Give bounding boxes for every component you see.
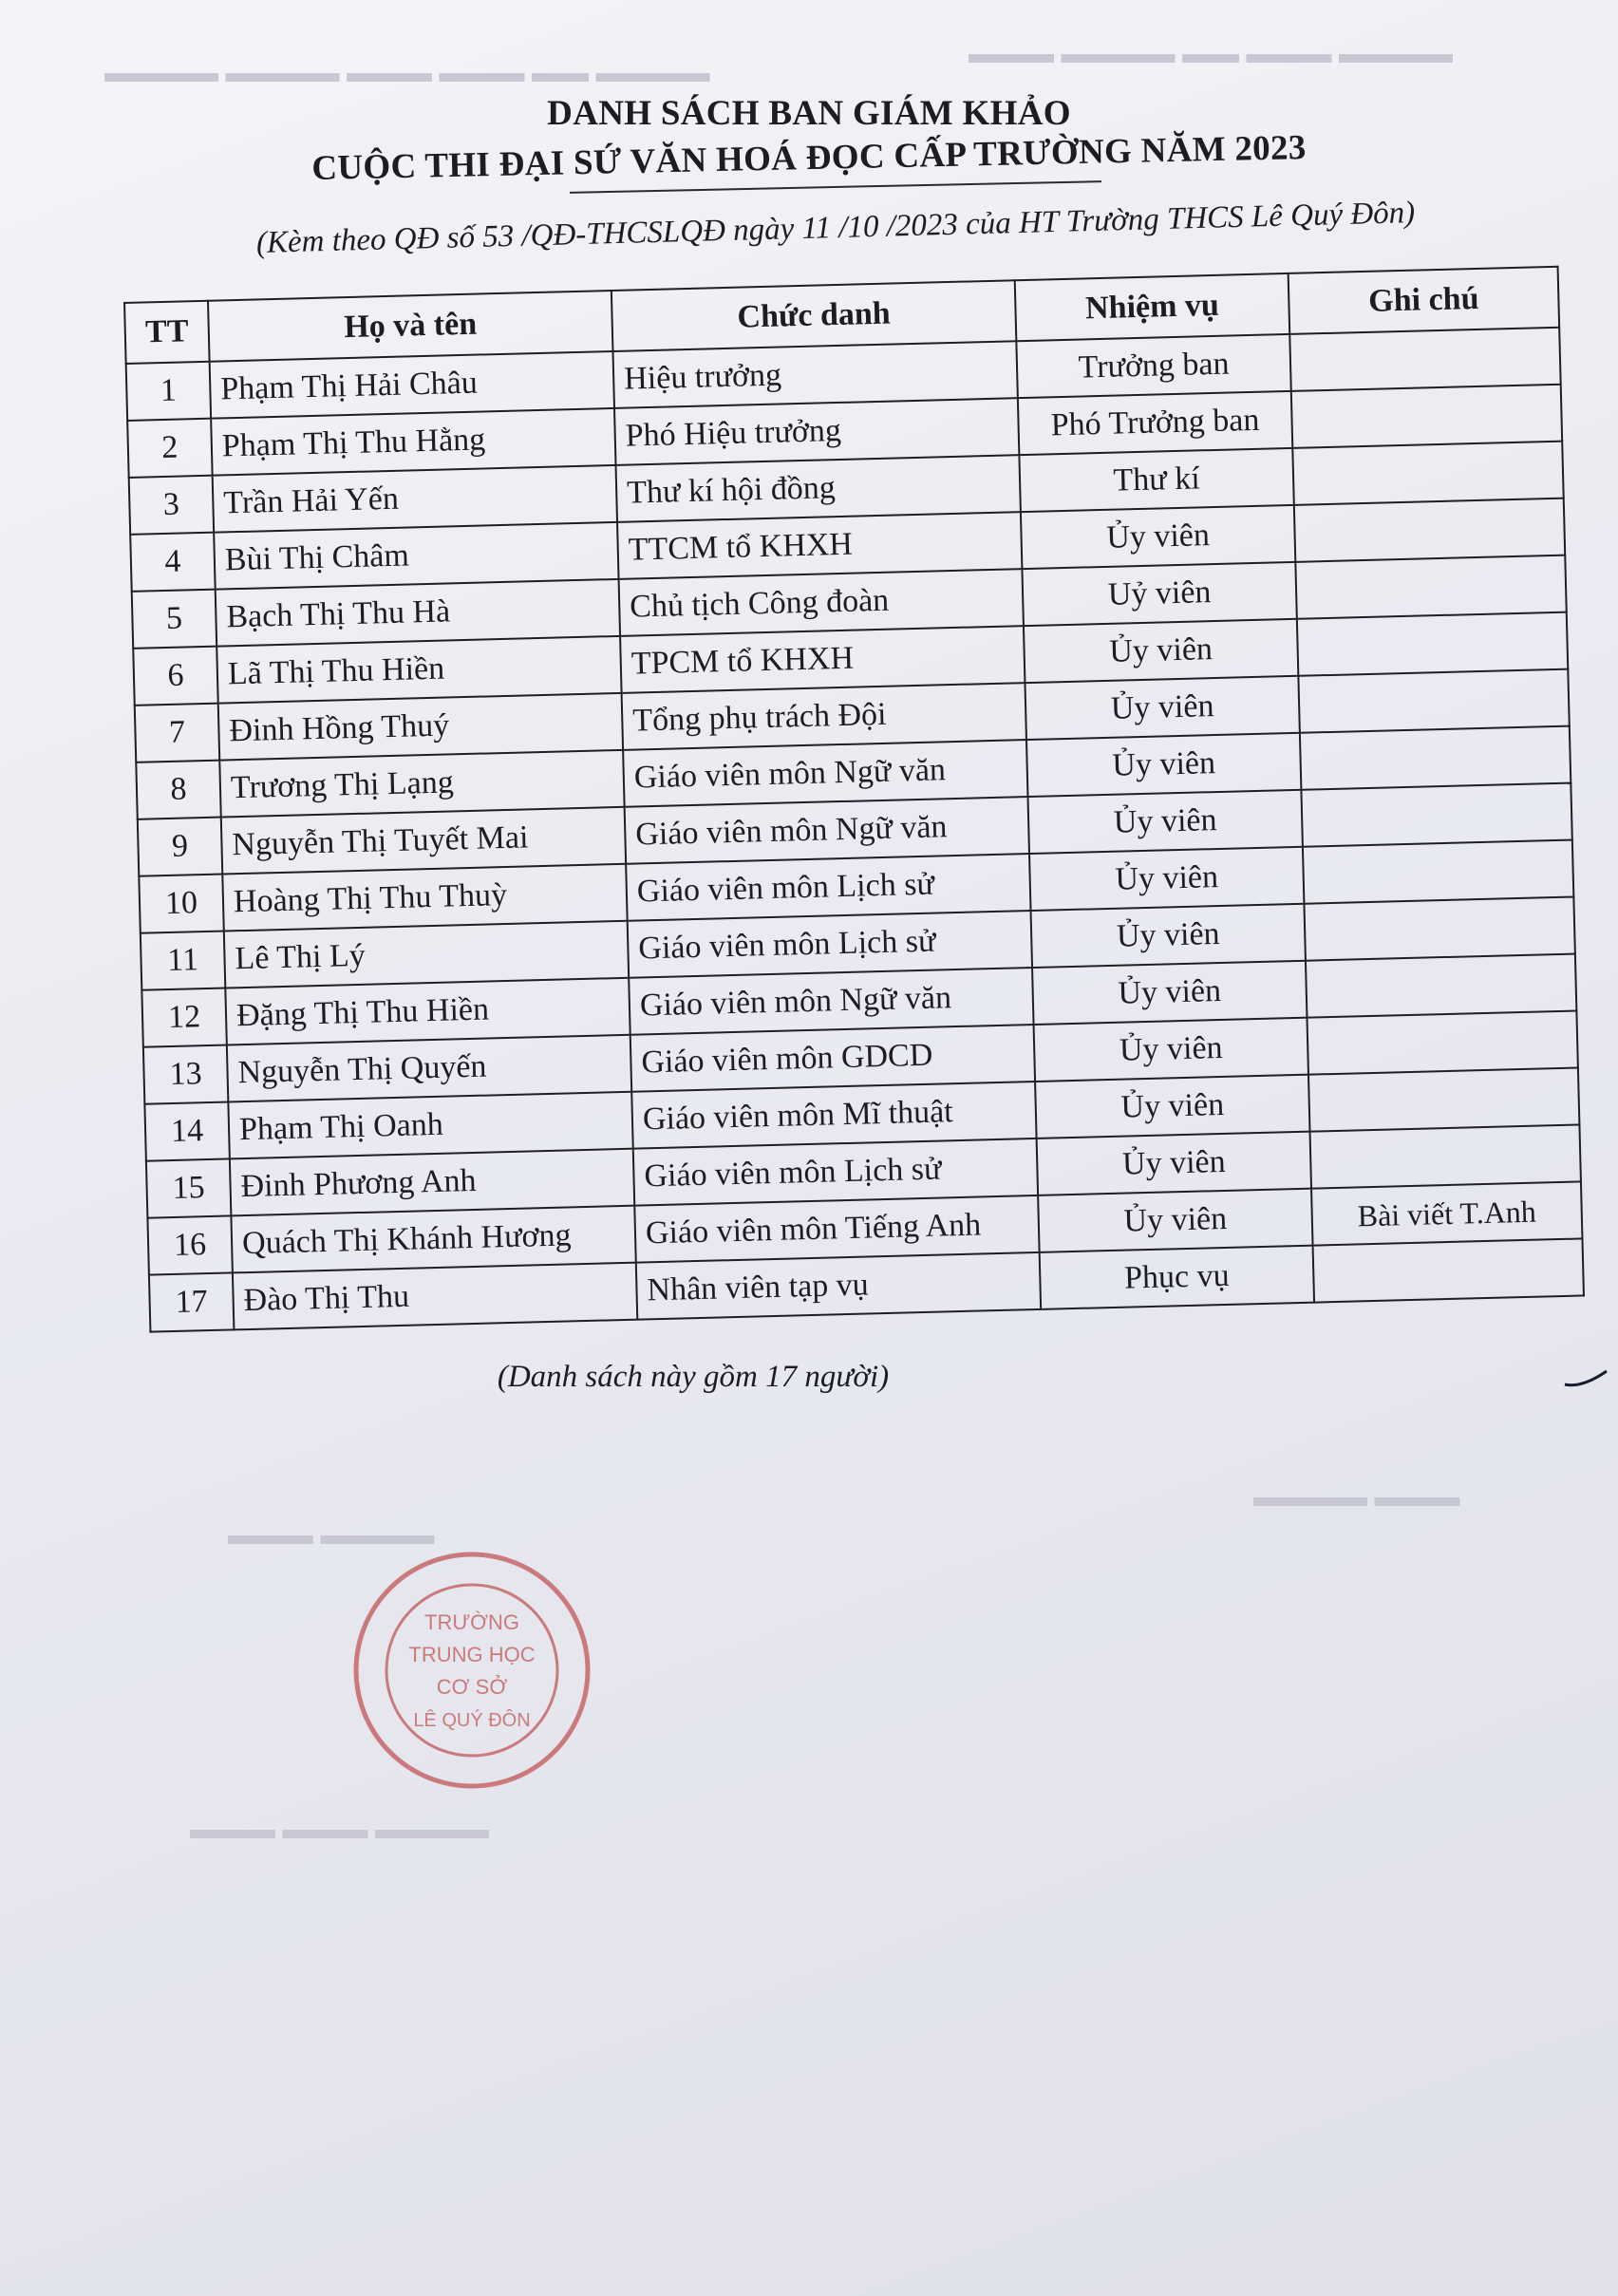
cell-position: Phó Hiệu trưởng: [614, 398, 1019, 465]
cell-duty: Ủy viên: [1032, 961, 1307, 1025]
school-seal: [349, 1548, 594, 1793]
bleed-through-text: ▬▬▬▬ ▬▬▬ ▬▬ ▬▬▬▬ ▬▬▬: [969, 38, 1453, 69]
cell-duty: Trưởng ban: [1016, 334, 1290, 398]
cell-name: Lã Thị Thu Hiền: [216, 636, 621, 704]
pen-mark-icon: [1563, 1367, 1610, 1390]
cell-duty: Uỷ viên: [1022, 562, 1296, 626]
bleed-through-text: ▬▬▬▬ ▬▬▬: [228, 1519, 435, 1551]
cell-duty: Ủy viên: [1026, 733, 1301, 797]
cell-duty: Ủy viên: [1029, 847, 1304, 911]
cell-tt: 1: [126, 362, 211, 421]
cell-name: Bùi Thị Châm: [214, 522, 618, 590]
cell-tt: 17: [149, 1272, 234, 1331]
cell-position: Giáo viên môn GDCD: [630, 1025, 1035, 1092]
bleed-through-text: ▬▬▬▬ ▬▬ ▬▬▬ ▬▬▬ ▬▬▬▬ ▬▬▬▬: [104, 57, 710, 88]
judges-table-container: [123, 266, 1585, 1333]
cell-name: Trần Hải Yến: [213, 465, 617, 533]
cell-tt: 11: [141, 932, 225, 990]
cell-name: Phạm Thị Hải Châu: [210, 351, 614, 419]
document-subtitle: (Kèm theo QĐ số 53 /QĐ-THCSLQĐ ngày 11 /10 /2023 của HT Trường THCS Lê Quý Đôn): [255, 196, 1416, 260]
cell-name: Nguyễn Thị Tuyết Mai: [221, 807, 626, 875]
cell-position: Giáo viên môn Ngữ văn: [623, 740, 1027, 807]
cell-tt: 2: [127, 419, 212, 478]
cell-note: Bài viết T.Anh: [1311, 1181, 1582, 1245]
cell-position: TTCM tổ KHXH: [617, 512, 1022, 579]
cell-position: Giáo viên môn Mĩ thuật: [631, 1082, 1036, 1149]
cell-note: [1313, 1238, 1584, 1302]
cell-tt: 7: [135, 704, 219, 762]
cell-name: Trương Thị Lạng: [219, 750, 624, 818]
header-note: Ghi chú: [1289, 267, 1560, 334]
cell-position: Giáo viên môn Tiếng Anh: [634, 1195, 1039, 1263]
cell-name: Phạm Thị Thu Hằng: [211, 408, 615, 476]
cell-note: [1300, 726, 1571, 790]
cell-position: Tổng phụ trách Đội: [622, 683, 1026, 750]
cell-tt: 9: [138, 818, 222, 876]
cell-duty: Ủy viên: [1024, 619, 1298, 683]
cell-duty: Ủy viên: [1021, 505, 1295, 569]
cell-duty: Thư kí: [1019, 448, 1293, 512]
cell-position: Thư kí hội đồng: [616, 455, 1021, 522]
bleed-through-text: ▬▬▬ ▬▬▬▬: [1253, 1481, 1460, 1513]
cell-duty: Ủy viên: [1038, 1189, 1312, 1252]
header-name: Họ và tên: [208, 291, 612, 362]
cell-tt: 16: [147, 1215, 232, 1274]
cell-position: Chủ tịch Công đoàn: [619, 569, 1024, 636]
cell-note: [1307, 1011, 1577, 1075]
cell-note: [1308, 1067, 1579, 1131]
cell-duty: Ủy viên: [1035, 1075, 1309, 1139]
cell-note: [1291, 385, 1562, 448]
cell-tt: 14: [144, 1101, 229, 1160]
cell-tt: 13: [143, 1044, 228, 1103]
cell-name: Lê Thị Lý: [224, 921, 629, 988]
cell-tt: 5: [132, 590, 216, 649]
cell-note: [1303, 840, 1573, 904]
judges-table: [123, 266, 1585, 1333]
cell-position: Giáo viên môn Lịch sử: [626, 854, 1030, 921]
cell-name: Bạch Thị Thu Hà: [216, 579, 620, 647]
cell-note: [1310, 1124, 1581, 1188]
header-tt: TT: [124, 301, 210, 364]
seal-text: TRUNG HỌC: [408, 1643, 536, 1666]
cell-position: Giáo viên môn Ngữ văn: [625, 797, 1029, 864]
cell-duty: Ủy viên: [1031, 904, 1306, 968]
cell-duty: Ủy viên: [1027, 790, 1302, 854]
cell-tt: 10: [139, 875, 223, 933]
cell-duty: Phó Trưởng ban: [1018, 391, 1292, 455]
cell-note: [1292, 442, 1563, 505]
seal-text: LÊ QUÝ ĐÔN: [413, 1710, 531, 1731]
cell-duty: Ủy viên: [1037, 1132, 1311, 1195]
cell-note: [1301, 783, 1571, 847]
cell-note: [1289, 328, 1560, 391]
document-title: DANH SÁCH BAN GIÁM KHẢO: [547, 94, 1071, 133]
cell-position: Nhân viên tạp vụ: [636, 1252, 1041, 1320]
cell-note: [1304, 897, 1574, 961]
header-duty: Nhiệm vụ: [1015, 273, 1290, 341]
cell-note: [1298, 669, 1569, 733]
cell-name: Đặng Thị Thu Hiền: [225, 978, 630, 1045]
document-title-line2: CUỘC THI ĐẠI SỨ VĂN HOÁ ĐỌC CẤP TRƯỜNG NĂM 2023: [310, 128, 1308, 188]
cell-tt: 15: [146, 1158, 231, 1217]
cell-duty: Ủy viên: [1034, 1018, 1308, 1082]
cell-tt: 3: [129, 476, 214, 535]
cell-position: Giáo viên môn Ngữ văn: [629, 968, 1033, 1035]
cell-note: [1306, 954, 1576, 1018]
cell-name: Đinh Phương Anh: [230, 1149, 634, 1216]
cell-position: Giáo viên môn Lịch sử: [628, 911, 1032, 978]
cell-position: Giáo viên môn Lịch sử: [633, 1139, 1038, 1206]
cell-name: Nguyễn Thị Quyến: [227, 1035, 631, 1102]
cell-note: [1294, 499, 1565, 562]
seal-text: CƠ SỞ: [436, 1675, 508, 1699]
title-underline: [570, 180, 1101, 194]
cell-name: Quách Thị Khánh Hương: [231, 1206, 635, 1273]
header-position: Chức danh: [611, 280, 1016, 351]
cell-position: Hiệu trưởng: [612, 341, 1017, 408]
cell-tt: 12: [141, 988, 226, 1047]
cell-name: Phạm Thị Oanh: [228, 1092, 632, 1159]
cell-tt: 4: [130, 533, 215, 592]
list-footnote: (Danh sách này gồm 17 người): [497, 1360, 890, 1394]
cell-duty: Ủy viên: [1025, 676, 1299, 740]
cell-duty: Phục vụ: [1040, 1246, 1314, 1309]
cell-name: Đào Thị Thu: [233, 1263, 637, 1330]
bleed-through-text: ▬▬▬▬ ▬▬▬ ▬▬▬: [190, 1814, 489, 1845]
cell-name: Hoàng Thị Thu Thuỳ: [222, 864, 627, 932]
cell-note: [1295, 555, 1566, 619]
cell-tt: 6: [133, 647, 217, 706]
seal-text: TRƯỜNG: [424, 1610, 519, 1634]
cell-position: TPCM tổ KHXH: [620, 626, 1025, 693]
cell-tt: 8: [136, 761, 220, 819]
cell-note: [1297, 612, 1568, 676]
cell-name: Đinh Hồng Thuý: [218, 693, 623, 761]
